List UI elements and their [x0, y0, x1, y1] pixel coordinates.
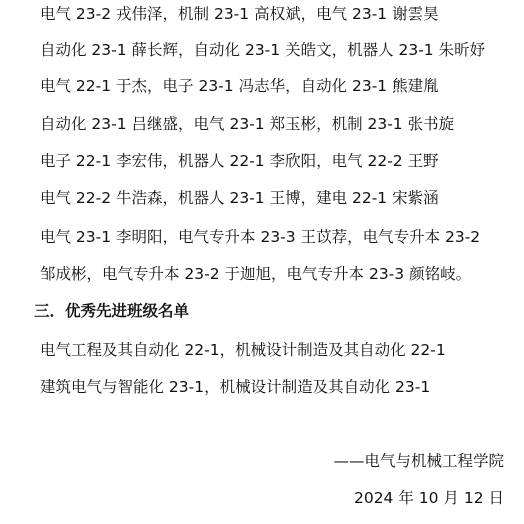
award-line-6: 电气 22-2 牛浩森，机器人 23-1 王博，建电 22-1 宋紫涵 [40, 189, 439, 207]
section-heading-excellent-classes: 三．优秀先进班级名单 [34, 302, 190, 320]
class-line-1: 电气工程及其自动化 22-1，机械设计制造及其自动化 22-1 [40, 341, 446, 359]
award-line-5: 电子 22-1 李宏伟，机器人 22-1 李欣阳，电气 22-2 王野 [40, 152, 439, 170]
award-line-3: 电气 22-1 于杰，电子 23-1 冯志华，自动化 23-1 熊建胤 [40, 77, 439, 95]
signature-date: 2024 年 10 月 12 日 [353, 489, 504, 507]
award-line-7: 电气 23-1 李明阳，电气专升本 23-3 王苡荐，电气专升本 23-2 [40, 228, 481, 246]
award-line-2: 自动化 23-1 薛长辉，自动化 23-1 关皓文，机器人 23-1 朱昕妤 [40, 41, 486, 59]
signature-org: ——电气与机械工程学院 [333, 452, 504, 470]
award-line-8: 邹成彬，电气专升本 23-2 于迦旭，电气专升本 23-3 颜铭岐。 [40, 265, 472, 283]
award-line-1: 电气 23-2 戎伟泽，机制 23-1 高权斌，电气 23-1 谢雲昊 [40, 5, 439, 23]
class-line-2: 建筑电气与智能化 23-1，机械设计制造及其自动化 23-1 [40, 378, 431, 396]
award-line-4: 自动化 23-1 吕继盛，电气 23-1 郑玉彬，机制 23-1 张书旋 [40, 115, 455, 133]
